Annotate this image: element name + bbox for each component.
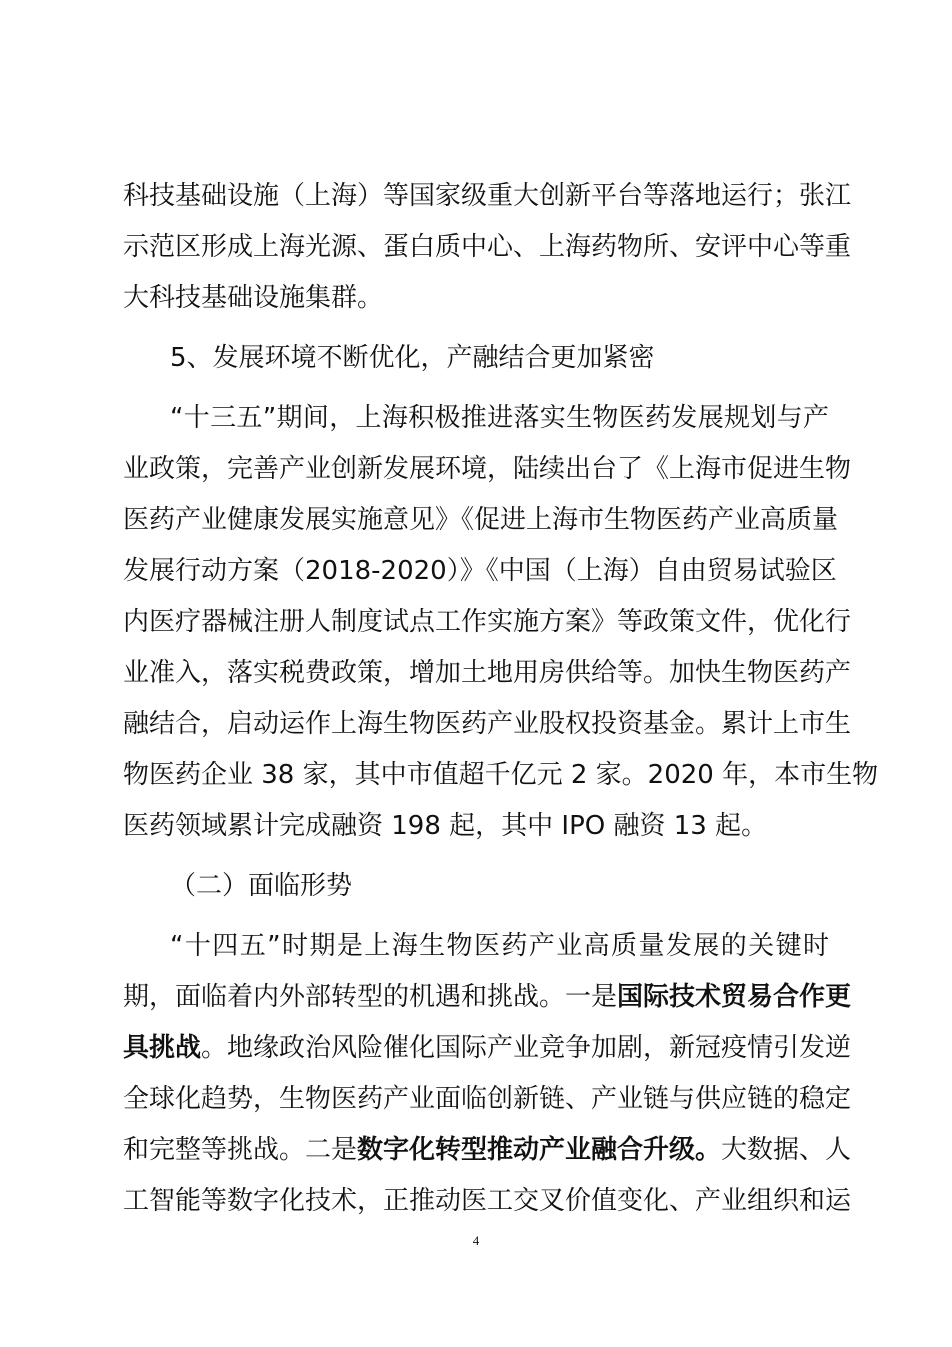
page-number: 4: [472, 1233, 480, 1248]
paragraph-line: 工智能等数字化技术，正推动医工交叉价值变化、产业组织和运: [123, 1186, 852, 1216]
paragraph-line: 内医疗器械注册人制度试点工作实施方案》等政策文件，优化行: [123, 607, 852, 637]
paragraph-line: 业准入，落实税费政策，增加土地用房供给等。加快生物医药产: [123, 658, 852, 688]
paragraph-line: 示范区形成上海光源、蛋白质中心、上海药物所、安评中心等重: [123, 232, 852, 262]
text-span: 期，面临着内外部转型的机遇和挑战。一是: [123, 982, 618, 1012]
paragraph-line: 大科技基础设施集群。: [123, 283, 384, 313]
text-span: 。地缘政治风险催化国际产业竞争加剧，新冠疫情引发逆: [201, 1033, 852, 1063]
paragraph-line: 科技基础设施（上海）等国家级重大创新平台等落地运行；张江: [123, 181, 852, 211]
paragraph-line: 医药产业健康发展实施意见》《促进上海市生物医药产业高质量: [123, 505, 839, 535]
paragraph-line: 物医药企业 38 家，其中市值超千亿元 2 家。2020 年，本市生物: [123, 760, 879, 790]
paragraph-line: 医药领域累计完成融资 198 起，其中 IPO 融资 13 起。: [123, 811, 768, 841]
emphasis-text: 国际技术贸易合作更: [617, 982, 852, 1012]
section-heading: 5、发展环境不断优化，产融结合更加紧密: [170, 343, 655, 373]
emphasis-text: 具挑战: [123, 1033, 202, 1063]
paragraph-line: “十四五”时期是上海生物医药产业高质量发展的关键时: [170, 931, 829, 961]
subsection-heading: （二）面临形势: [170, 871, 353, 901]
emphasis-text: 数字化转型推动产业融合升级。: [357, 1135, 722, 1165]
paragraph-line: 发展行动方案（2018-2020）》《中国（上海）自由贸易试验区: [123, 556, 837, 586]
paragraph-line-with-emphasis: [123, 1132, 852, 1168]
paragraph-line-with-emphasis: [123, 1030, 852, 1066]
paragraph-line: 全球化趋势，生物医药产业面临创新链、产业链与供应链的稳定: [123, 1084, 852, 1114]
paragraph-line: 业政策，完善产业创新发展环境，陆续出台了《上海市促进生物: [123, 454, 852, 484]
paragraph-line: 融结合，启动运作上海生物医药产业股权投资基金。累计上市生: [123, 709, 852, 739]
paragraph-line-with-emphasis: [123, 979, 852, 1015]
text-span: 大数据、人: [721, 1135, 852, 1165]
paragraph-line: “十三五”期间，上海积极推进落实生物医药发展规划与产: [170, 403, 829, 433]
text-span: 和完整等挑战。二是: [123, 1135, 358, 1165]
